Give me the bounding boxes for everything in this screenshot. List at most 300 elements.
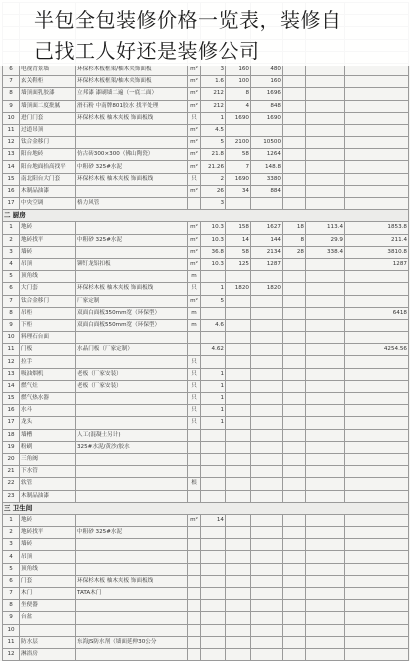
labor-subtotal-cell (306, 539, 345, 551)
subtotal-cell (251, 368, 283, 380)
item-name-cell: 门板 (20, 344, 76, 356)
table-row (3, 600, 409, 612)
total-cell (345, 527, 409, 539)
subtotal-cell: 144 (251, 234, 283, 246)
unit-price-cell (226, 612, 251, 624)
table-row (3, 539, 409, 551)
row-number-cell: 15 (3, 393, 20, 405)
labor-price-cell (283, 198, 306, 210)
subtotal-cell: 848 (251, 100, 283, 112)
total-cell (345, 429, 409, 441)
labor-subtotal-cell (306, 490, 345, 502)
labor-price-cell (283, 149, 306, 161)
subtotal-cell (251, 429, 283, 441)
unit-price-cell (226, 198, 251, 210)
unit-cell: 只 (188, 112, 201, 124)
row-number-cell: 11 (3, 124, 20, 136)
quantity-cell: 10.3 (201, 222, 226, 234)
table-row (3, 466, 409, 478)
unit-cell: m² (188, 246, 201, 258)
unit-cell: m² (188, 514, 201, 526)
table-row (3, 307, 409, 319)
unit-cell: m² (188, 295, 201, 307)
subtotal-cell (251, 624, 283, 636)
unit-cell (188, 563, 201, 575)
row-number-cell: 1 (3, 514, 20, 526)
item-material-cell: 仿古砖300×300（佛山陶瓷） (76, 149, 188, 161)
labor-subtotal-cell (306, 112, 345, 124)
labor-subtotal-cell (306, 551, 345, 563)
table-row (3, 478, 409, 490)
quantity-cell: 3 (201, 63, 226, 75)
unit-price-cell (226, 466, 251, 478)
labor-price-cell (283, 539, 306, 551)
subtotal-cell (251, 393, 283, 405)
subtotal-cell: 148.8 (251, 161, 283, 173)
item-name-cell: 大门套 (20, 283, 76, 295)
unit-cell (188, 539, 201, 551)
total-cell: 211.4 (345, 234, 409, 246)
row-number-cell: 8 (3, 88, 20, 100)
item-name-cell: 防水层 (20, 636, 76, 648)
quantity-cell: 212 (201, 88, 226, 100)
labor-price-cell (283, 624, 306, 636)
table-row (3, 648, 409, 660)
subtotal-cell (251, 551, 283, 563)
unit-price-cell (226, 514, 251, 526)
row-number-cell: 9 (3, 612, 20, 624)
unit-cell: m² (188, 149, 201, 161)
unit-price-cell (226, 307, 251, 319)
item-material-cell: 人工(混凝土另计) (76, 429, 188, 441)
row-number-cell: 12 (3, 356, 20, 368)
total-cell (345, 393, 409, 405)
table-row (3, 124, 409, 136)
unit-cell (188, 636, 201, 648)
quantity-cell: 4.62 (201, 344, 226, 356)
subtotal-cell (251, 539, 283, 551)
item-name-cell: 阳台地面抬高找平 (20, 161, 76, 173)
item-name-cell: 吊顶 (20, 258, 76, 270)
row-number-cell: 17 (3, 417, 20, 429)
item-name-cell: 吊顶 (20, 551, 76, 563)
table-row (3, 393, 409, 405)
unit-price-cell: 7 (226, 161, 251, 173)
row-number-cell: 11 (3, 636, 20, 648)
subtotal-cell (251, 600, 283, 612)
item-name-cell: 燃气灶 (20, 380, 76, 392)
item-name-cell: 中央空调 (20, 198, 76, 210)
subtotal-cell (251, 405, 283, 417)
labor-price-cell (283, 636, 306, 648)
item-material-cell: 中粗砂 325#水泥 (76, 161, 188, 173)
quantity-cell (201, 551, 226, 563)
unit-price-cell: 58 (226, 149, 251, 161)
item-material-cell (76, 137, 188, 149)
total-cell (345, 478, 409, 490)
subtotal-cell: 1696 (251, 88, 283, 100)
labor-subtotal-cell (306, 332, 345, 344)
item-name-cell: 水斗 (20, 405, 76, 417)
labor-price-cell (283, 100, 306, 112)
row-number-cell: 23 (3, 490, 20, 502)
labor-subtotal-cell (306, 600, 345, 612)
item-material-cell (76, 478, 188, 490)
subtotal-cell (251, 575, 283, 587)
subtotal-cell (251, 295, 283, 307)
table-row (3, 356, 409, 368)
labor-price-cell (283, 173, 306, 185)
title-line-1: 半包全包装修价格一览表，装修自 (34, 8, 342, 32)
quantity-cell (201, 356, 226, 368)
total-cell (345, 161, 409, 173)
subtotal-cell (251, 588, 283, 600)
table-row (3, 258, 409, 270)
item-name-cell: 墙砖 (20, 246, 76, 258)
unit-cell (188, 648, 201, 660)
item-name-cell: 钛合金移门 (20, 137, 76, 149)
item-name-cell: 玄关鞋柜 (20, 76, 76, 88)
unit-price-cell (226, 563, 251, 575)
labor-subtotal-cell (306, 76, 345, 88)
labor-price-cell (283, 124, 306, 136)
table-row (3, 563, 409, 575)
labor-subtotal-cell (306, 124, 345, 136)
item-material-cell (76, 222, 188, 234)
quantity-cell (201, 539, 226, 551)
item-name-cell: 过道吊顶 (20, 124, 76, 136)
total-cell (345, 490, 409, 502)
labor-subtotal-cell (306, 368, 345, 380)
total-cell (345, 295, 409, 307)
row-number-cell: 13 (3, 149, 20, 161)
unit-cell: m² (188, 161, 201, 173)
labor-price-cell (283, 575, 306, 587)
quantity-cell: 1 (201, 393, 226, 405)
table-row (3, 112, 409, 124)
labor-subtotal-cell (306, 514, 345, 526)
title-overlay (0, 0, 410, 66)
item-material-cell (76, 393, 188, 405)
table-row (3, 575, 409, 587)
unit-cell: m² (188, 258, 201, 270)
table-row (3, 405, 409, 417)
labor-subtotal-cell (306, 380, 345, 392)
unit-price-cell (226, 588, 251, 600)
subtotal-cell: 1287 (251, 258, 283, 270)
table-row (3, 185, 409, 197)
subtotal-cell (251, 527, 283, 539)
quantity-cell: 1 (201, 405, 226, 417)
total-cell (345, 368, 409, 380)
quantity-cell: 1 (201, 417, 226, 429)
quantity-cell (201, 612, 226, 624)
item-material-cell (76, 453, 188, 465)
labor-price-cell (283, 453, 306, 465)
unit-cell: m² (188, 63, 201, 75)
labor-price-cell (283, 380, 306, 392)
unit-price-cell (226, 478, 251, 490)
unit-cell: m² (188, 100, 201, 112)
table-row (3, 514, 409, 526)
labor-subtotal-cell (306, 295, 345, 307)
labor-price-cell (283, 161, 306, 173)
total-cell: 3810.8 (345, 246, 409, 258)
unit-price-cell: 58 (226, 246, 251, 258)
unit-cell: 只 (188, 393, 201, 405)
item-material-cell: 铆钉龙铝扣板 (76, 258, 188, 270)
item-name-cell: 阳台地砖 (20, 149, 76, 161)
labor-price-cell (283, 429, 306, 441)
labor-price-cell (283, 490, 306, 502)
labor-subtotal-cell (306, 453, 345, 465)
item-material-cell (76, 563, 188, 575)
subtotal-cell (251, 417, 283, 429)
item-name-cell: 地砖找平 (20, 234, 76, 246)
quantity-cell: 212 (201, 100, 226, 112)
total-cell (345, 124, 409, 136)
labor-subtotal-cell: 113.4 (306, 222, 345, 234)
total-cell (345, 380, 409, 392)
item-material-cell (76, 490, 188, 502)
unit-cell: m² (188, 185, 201, 197)
subtotal-cell (251, 563, 283, 575)
total-cell (345, 551, 409, 563)
row-number-cell: 12 (3, 137, 20, 149)
unit-cell: m (188, 319, 201, 331)
total-cell (345, 563, 409, 575)
item-material-cell: TATA木门 (76, 588, 188, 600)
total-cell (345, 405, 409, 417)
table-row (3, 380, 409, 392)
unit-price-cell (226, 271, 251, 283)
unit-price-cell (226, 356, 251, 368)
labor-price-cell (283, 441, 306, 453)
unit-cell: m² (188, 88, 201, 100)
quantity-cell (201, 441, 226, 453)
item-material-cell: 水晶门板（厂家定制） (76, 344, 188, 356)
row-number-cell: 14 (3, 380, 20, 392)
unit-price-cell: 2100 (226, 137, 251, 149)
subtotal-cell (251, 612, 283, 624)
unit-price-cell (226, 636, 251, 648)
item-name-cell: 淋浴房 (20, 648, 76, 660)
section-label: 三 卫生间 (3, 502, 409, 514)
item-name-cell: 三角阀 (20, 453, 76, 465)
item-name-cell: 木门 (20, 588, 76, 600)
item-material-cell: 中粗砂 325#水泥 (76, 527, 188, 539)
labor-subtotal-cell (306, 624, 345, 636)
table-row (3, 295, 409, 307)
subtotal-cell: 2134 (251, 246, 283, 258)
item-name-cell: 坐便器 (20, 600, 76, 612)
unit-price-cell: 1690 (226, 112, 251, 124)
labor-price-cell (283, 563, 306, 575)
labor-subtotal-cell (306, 417, 345, 429)
labor-subtotal-cell (306, 405, 345, 417)
total-cell: 1853.8 (345, 222, 409, 234)
labor-price-cell (283, 551, 306, 563)
quantity-cell: 1 (201, 283, 226, 295)
labor-subtotal-cell (306, 563, 345, 575)
item-material-cell (76, 624, 188, 636)
unit-price-cell (226, 319, 251, 331)
unit-price-cell: 160 (226, 63, 251, 75)
table-row (3, 490, 409, 502)
quantity-cell (201, 453, 226, 465)
quantity-cell (201, 648, 226, 660)
labor-price-cell (283, 393, 306, 405)
quantity-cell (201, 575, 226, 587)
quantity-cell: 10.3 (201, 258, 226, 270)
row-number-cell: 9 (3, 100, 20, 112)
total-cell (345, 100, 409, 112)
row-number-cell: 20 (3, 453, 20, 465)
unit-cell (188, 588, 201, 600)
unit-price-cell: 1690 (226, 173, 251, 185)
unit-price-cell (226, 393, 251, 405)
subtotal-cell: 1690 (251, 112, 283, 124)
subtotal-cell: 1820 (251, 283, 283, 295)
total-cell (345, 417, 409, 429)
item-name-cell: 地砖找平 (20, 527, 76, 539)
unit-price-cell (226, 453, 251, 465)
price-table (2, 2, 409, 661)
labor-price-cell (283, 307, 306, 319)
unit-cell: m² (188, 234, 201, 246)
labor-price-cell (283, 612, 306, 624)
row-number-cell: 13 (3, 368, 20, 380)
quantity-cell: 1 (201, 112, 226, 124)
unit-cell (188, 453, 201, 465)
item-material-cell: 厂家定制 (76, 295, 188, 307)
total-cell (345, 539, 409, 551)
table-row (3, 453, 409, 465)
total-cell (345, 441, 409, 453)
labor-subtotal-cell (306, 636, 345, 648)
labor-price-cell (283, 185, 306, 197)
unit-price-cell: 1820 (226, 283, 251, 295)
labor-subtotal-cell (306, 466, 345, 478)
total-cell (345, 588, 409, 600)
item-name-cell: 燃气热水器 (20, 393, 76, 405)
quantity-cell: 2 (201, 173, 226, 185)
total-cell (345, 319, 409, 331)
table-row (3, 222, 409, 234)
item-name-cell: 粉刷 (20, 441, 76, 453)
subtotal-cell (251, 466, 283, 478)
item-material-cell (76, 124, 188, 136)
subtotal-cell (251, 344, 283, 356)
row-number-cell: 5 (3, 563, 20, 575)
unit-price-cell (226, 490, 251, 502)
row-number-cell: 6 (3, 283, 20, 295)
item-material-cell: 格力风管 (76, 198, 188, 210)
labor-subtotal-cell: 338.4 (306, 246, 345, 258)
row-number-cell: 10 (3, 112, 20, 124)
table-row (3, 198, 409, 210)
labor-subtotal-cell (306, 137, 345, 149)
item-material-cell (76, 539, 188, 551)
row-number-cell: 14 (3, 161, 20, 173)
item-material-cell: 环保杉木板框架/柚木夹饰面板 (76, 76, 188, 88)
labor-subtotal-cell: 29.9 (306, 234, 345, 246)
row-number-cell: 5 (3, 271, 20, 283)
table-row (3, 588, 409, 600)
item-material-cell (76, 356, 188, 368)
row-number-cell: 21 (3, 466, 20, 478)
labor-price-cell (283, 527, 306, 539)
quantity-cell: 14 (201, 514, 226, 526)
labor-price-cell (283, 332, 306, 344)
total-cell (345, 612, 409, 624)
labor-price-cell (283, 258, 306, 270)
total-cell (345, 600, 409, 612)
table-body (3, 3, 409, 661)
subtotal-cell (251, 441, 283, 453)
quantity-cell (201, 271, 226, 283)
unit-cell: 只 (188, 356, 201, 368)
labor-subtotal-cell (306, 283, 345, 295)
labor-subtotal-cell (306, 575, 345, 587)
item-material-cell: 环保杉木板 柚木夹板 饰面板线 (76, 575, 188, 587)
row-number-cell: 2 (3, 234, 20, 246)
subtotal-cell (251, 478, 283, 490)
table-row (3, 319, 409, 331)
item-material-cell (76, 271, 188, 283)
row-number-cell: 7 (3, 76, 20, 88)
row-number-cell: 7 (3, 588, 20, 600)
subtotal-cell (251, 332, 283, 344)
row-number-cell: 4 (3, 551, 20, 563)
subtotal-cell (251, 307, 283, 319)
labor-price-cell (283, 88, 306, 100)
unit-price-cell (226, 539, 251, 551)
labor-price-cell (283, 466, 306, 478)
quantity-cell: 21.26 (201, 161, 226, 173)
row-number-cell: 1 (3, 222, 20, 234)
table-row (3, 417, 409, 429)
subtotal-cell: 3380 (251, 173, 283, 185)
row-number-cell: 17 (3, 198, 20, 210)
item-material-cell: 双面白面板350mm宽（环保型） (76, 307, 188, 319)
item-name-cell: 软管 (20, 478, 76, 490)
item-name-cell: 龙头 (20, 417, 76, 429)
table-row (3, 624, 409, 636)
labor-subtotal-cell (306, 612, 345, 624)
item-material-cell (76, 612, 188, 624)
quantity-cell (201, 636, 226, 648)
row-number-cell: 11 (3, 344, 20, 356)
total-cell (345, 149, 409, 161)
unit-price-cell: 34 (226, 185, 251, 197)
table-row (3, 344, 409, 356)
total-cell (345, 514, 409, 526)
unit-cell (188, 466, 201, 478)
table-row (3, 100, 409, 112)
item-material-cell (76, 648, 188, 660)
unit-price-cell (226, 295, 251, 307)
subtotal-cell (251, 514, 283, 526)
item-material-cell: 环保杉木板 柚木夹板 饰面板线 (76, 112, 188, 124)
section-label: 二 厨房 (3, 210, 409, 222)
item-material-cell: 环保杉木板框架/柚木夹饰面板 (76, 63, 188, 75)
labor-subtotal-cell (306, 198, 345, 210)
item-material-cell (76, 185, 188, 197)
table-row (3, 234, 409, 246)
item-name-cell: 拉手 (20, 356, 76, 368)
labor-price-cell (283, 478, 306, 490)
